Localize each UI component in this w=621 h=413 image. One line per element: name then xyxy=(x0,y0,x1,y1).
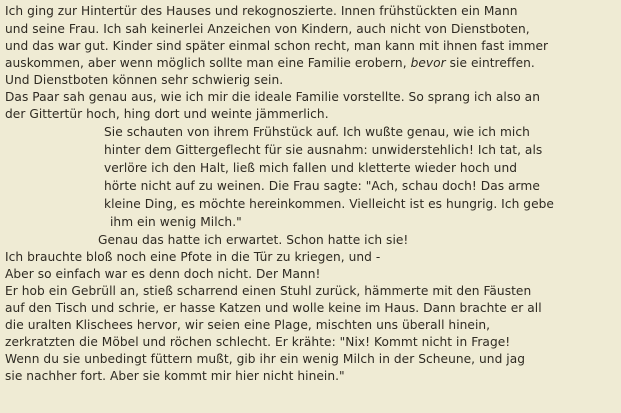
text-line: Das Paar sah genau aus, wie ich mir die ideale Familie vorstellte. So sprang ich also an xyxy=(5,90,540,104)
text-line: der Gittertür hoch, hing dort und weinte jämmerlich. xyxy=(5,107,329,121)
text-line: Und Dienstboten können sehr schwierig sein. xyxy=(5,73,284,87)
indented-text-line: Sie schauten von ihrem Frühstück auf. Ich wußte genau, wie ich mich xyxy=(104,125,530,139)
indented-text-line: kleine Ding, es möchte hereinkommen. Vielleicht ist es hungrig. Ich gebe xyxy=(104,197,554,211)
text-line: zerkratzten die Möbel und röchen schlecht. Er krähte: "Nix! Kommt nicht in Frage! xyxy=(5,335,511,349)
emphasized-word: bevor xyxy=(410,56,446,70)
text-segment: sie eintreffen. xyxy=(445,56,535,70)
indented-text-line: verlöre ich den Halt, ließ mich fallen und kletterte wieder hoch und xyxy=(104,161,518,175)
indented-text-line: hinter dem Gittergeflecht für sie ausnahm: unwiderstehlich! Ich tat, als xyxy=(104,143,543,157)
text-line: auf den Tisch und schrie, er hasse Katzen und wolle keine im Haus. Dann brachte er all xyxy=(5,301,542,315)
text-line: Aber so einfach war es denn doch nicht. Der Mann! xyxy=(5,267,321,281)
text-line: Wenn du sie unbedingt füttern mußt, gib ihr ein wenig Milch in der Scheune, und jag xyxy=(5,352,526,366)
indented-text-line: ihm ein wenig Milch." xyxy=(110,215,242,229)
text-segment: auskommen, aber wenn möglich sollte man eine Familie erobern, xyxy=(5,56,411,70)
indented-text-line: hörte nicht auf zu weinen. Die Frau sagte: "Ach, schau doch! Das arme xyxy=(104,179,540,193)
text-line: und seine Frau. Ich sah keinerlei Anzeichen von Kindern, auch nicht von Dienstboten, xyxy=(5,22,530,36)
text-line: die uralten Klischees hervor, wir seien eine Plage, mischten uns überall hinein, xyxy=(5,318,491,332)
text-line: sie nachher fort. Aber sie kommt mir hier nicht hinein." xyxy=(5,369,345,383)
text-line: Ich brauchte bloß noch eine Pfote in die Tür zu kriegen, und - xyxy=(5,250,381,264)
indented-text-line: Genau das hatte ich erwartet. Schon hatte ich sie! xyxy=(98,233,409,247)
text-line: und das war gut. Kinder sind später einmal schon recht, man kann mit ihnen fast immer xyxy=(5,39,549,53)
text-line: Ich ging zur Hintertür des Hauses und rekognoszierte. Innen frühstückten ein Mann xyxy=(5,4,518,18)
text-line: Er hob ein Gebrüll an, stieß scharrend einen Stuhl zurück, hämmerte mit den Fäusten xyxy=(5,284,532,298)
text-line-with-emphasis xyxy=(5,55,535,72)
